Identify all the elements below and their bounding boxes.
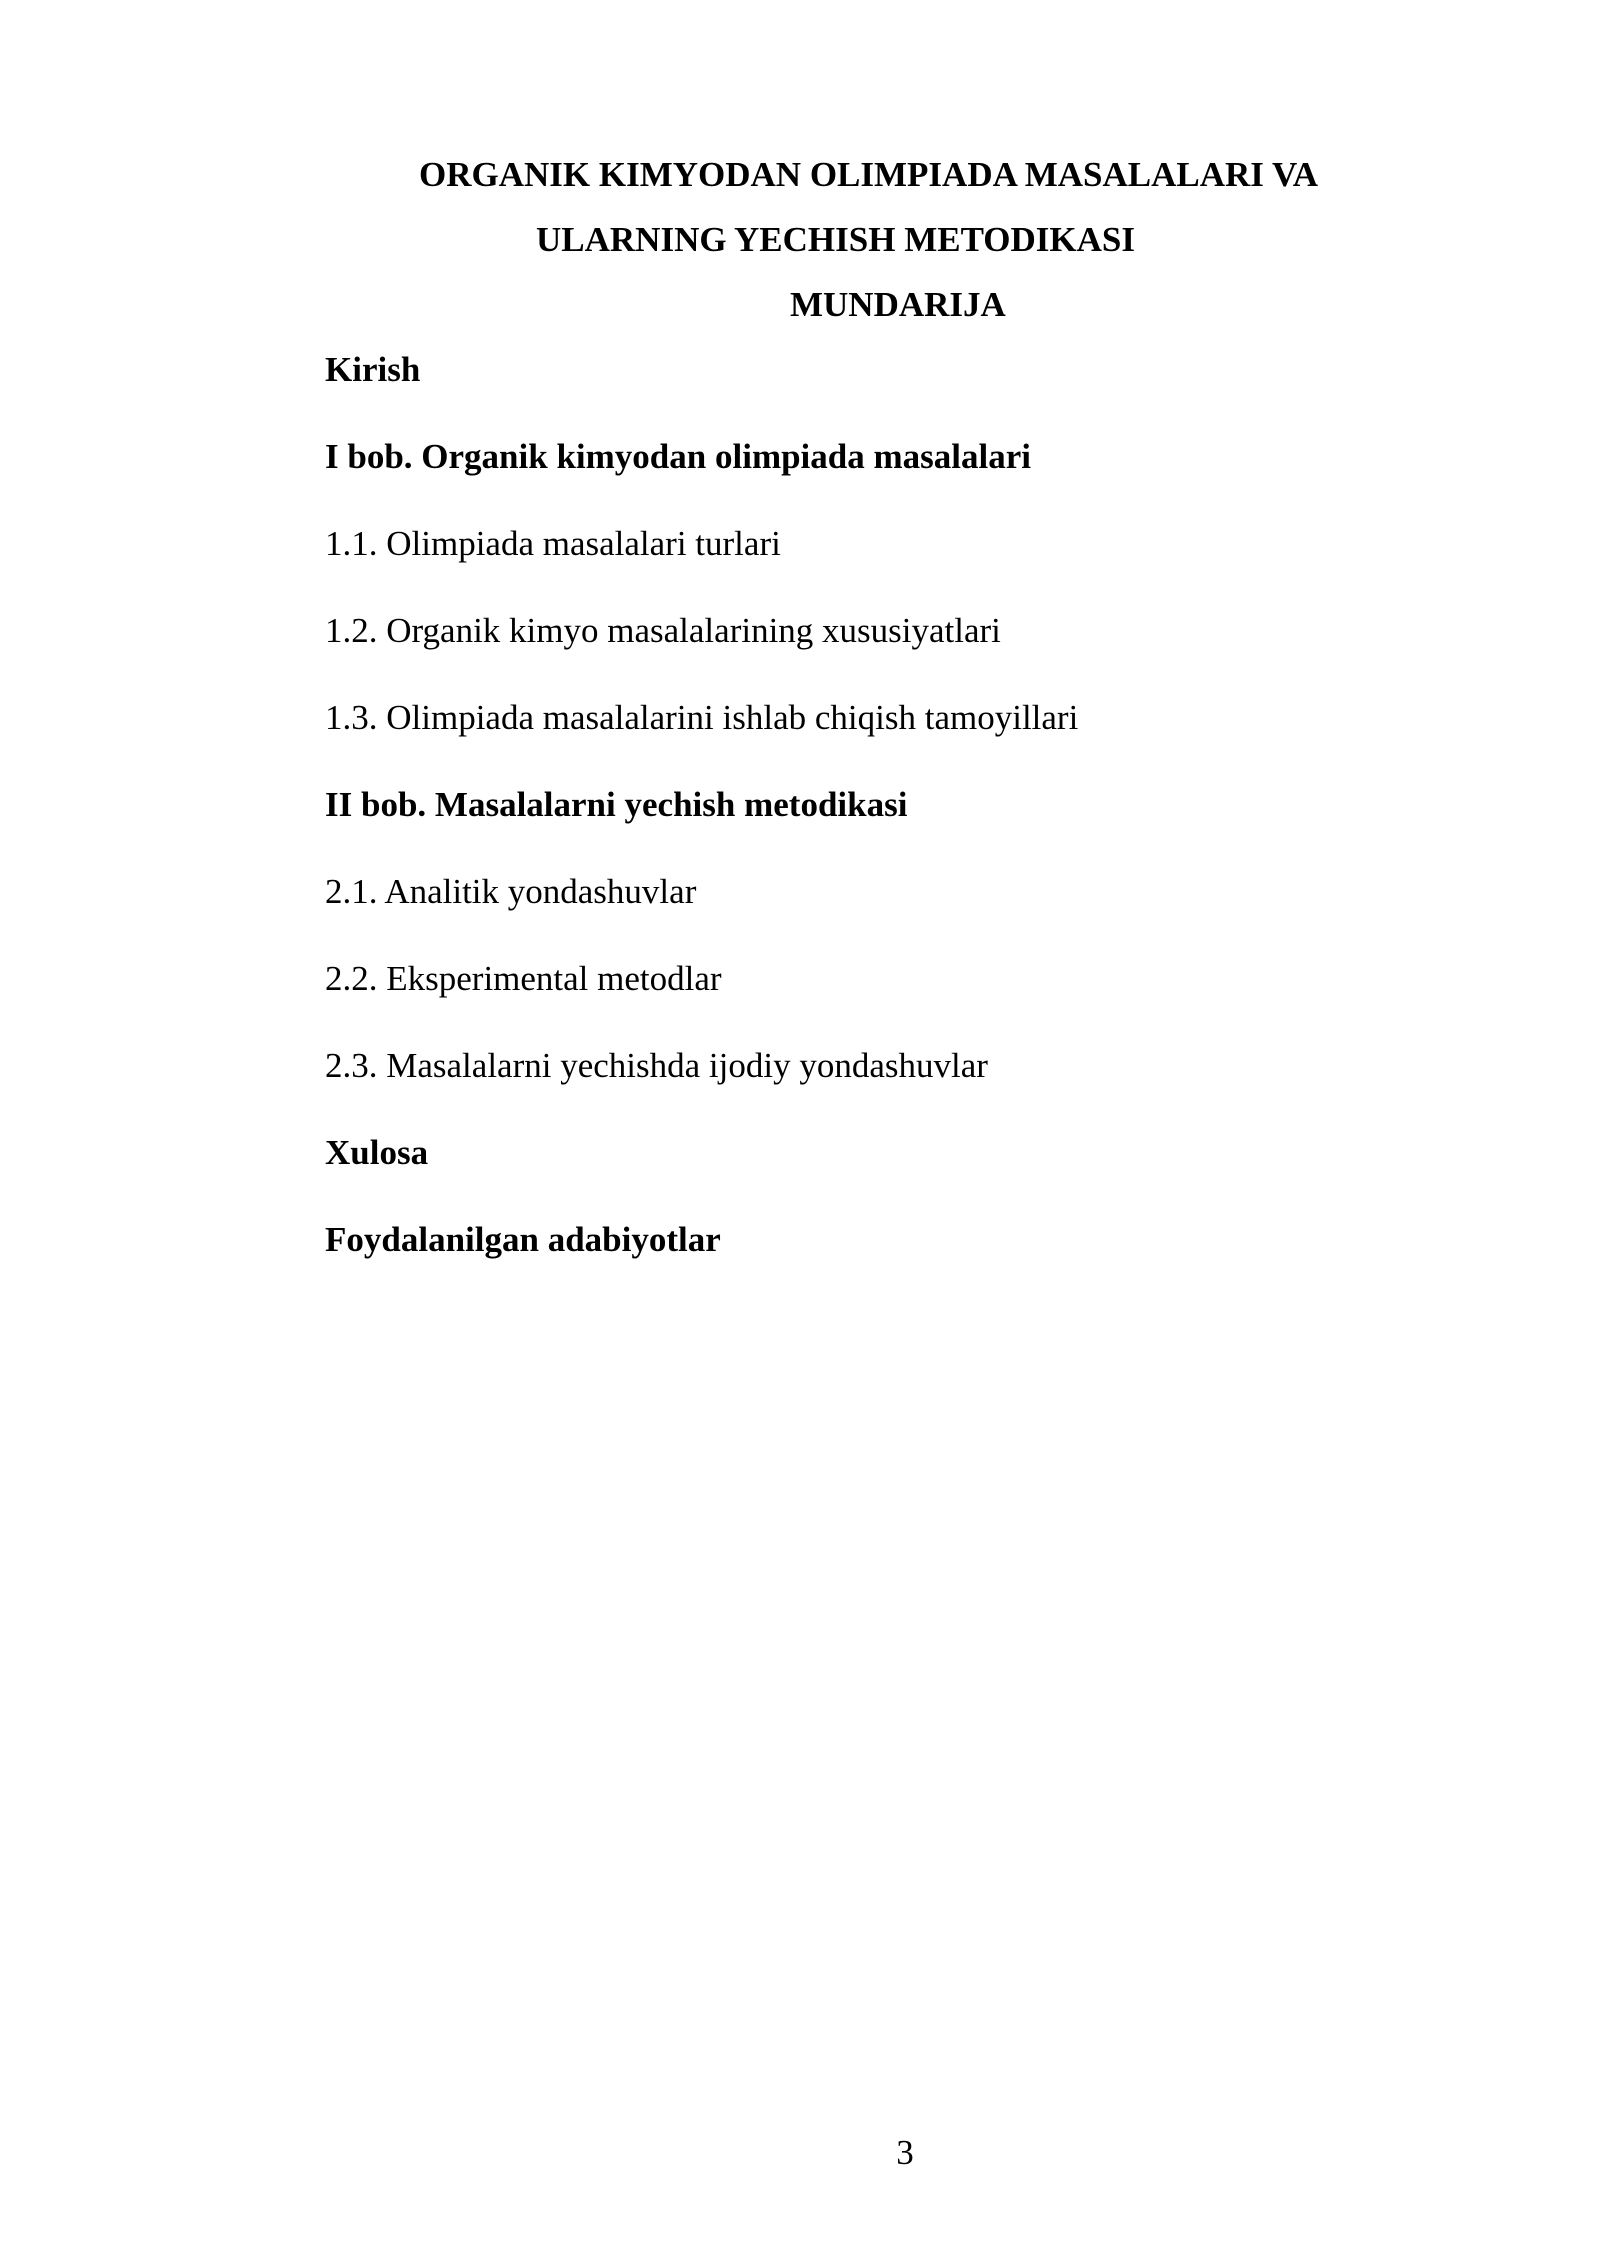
toc-entry-1-1: 1.1. Olimpiada masalalari turlari [325, 524, 781, 563]
toc-entry-2-3: 2.3. Masalalarni yechishda ijodiy yondashuvlar [325, 1046, 988, 1085]
contents-heading: MUNDARIJA [790, 285, 1006, 324]
toc-entry-2-1: 2.1. Analitik yondashuvlar [325, 872, 697, 911]
toc-entry-references: Foydalanilgan adabiyotlar [325, 1220, 721, 1259]
toc-entry-2-2: 2.2. Eksperimental metodlar [325, 959, 722, 998]
toc-entry-1-3: 1.3. Olimpiada masalalarini ishlab chiqish tamoyillari [325, 698, 1079, 737]
toc-entry-kirish: Kirish [325, 350, 421, 389]
page-number: 3 [896, 2133, 914, 2172]
toc-entry-chapter-1: I bob. Organik kimyodan olimpiada masalalari [325, 437, 1031, 476]
toc-entry-chapter-2: II bob. Masalalarni yechish metodikasi [325, 785, 908, 824]
document-title-line-2: ULARNING YECHISH METODIKASI [536, 220, 1135, 259]
toc-entry-1-2: 1.2. Organik kimyo masalalarining xususiyatlari [325, 611, 1001, 650]
toc-entry-xulosa: Xulosa [325, 1133, 429, 1172]
document-title-line-1: ORGANIK KIMYODAN OLIMPIADA MASALALARI VA [419, 155, 1319, 194]
table-of-contents [325, 350, 1078, 1307]
